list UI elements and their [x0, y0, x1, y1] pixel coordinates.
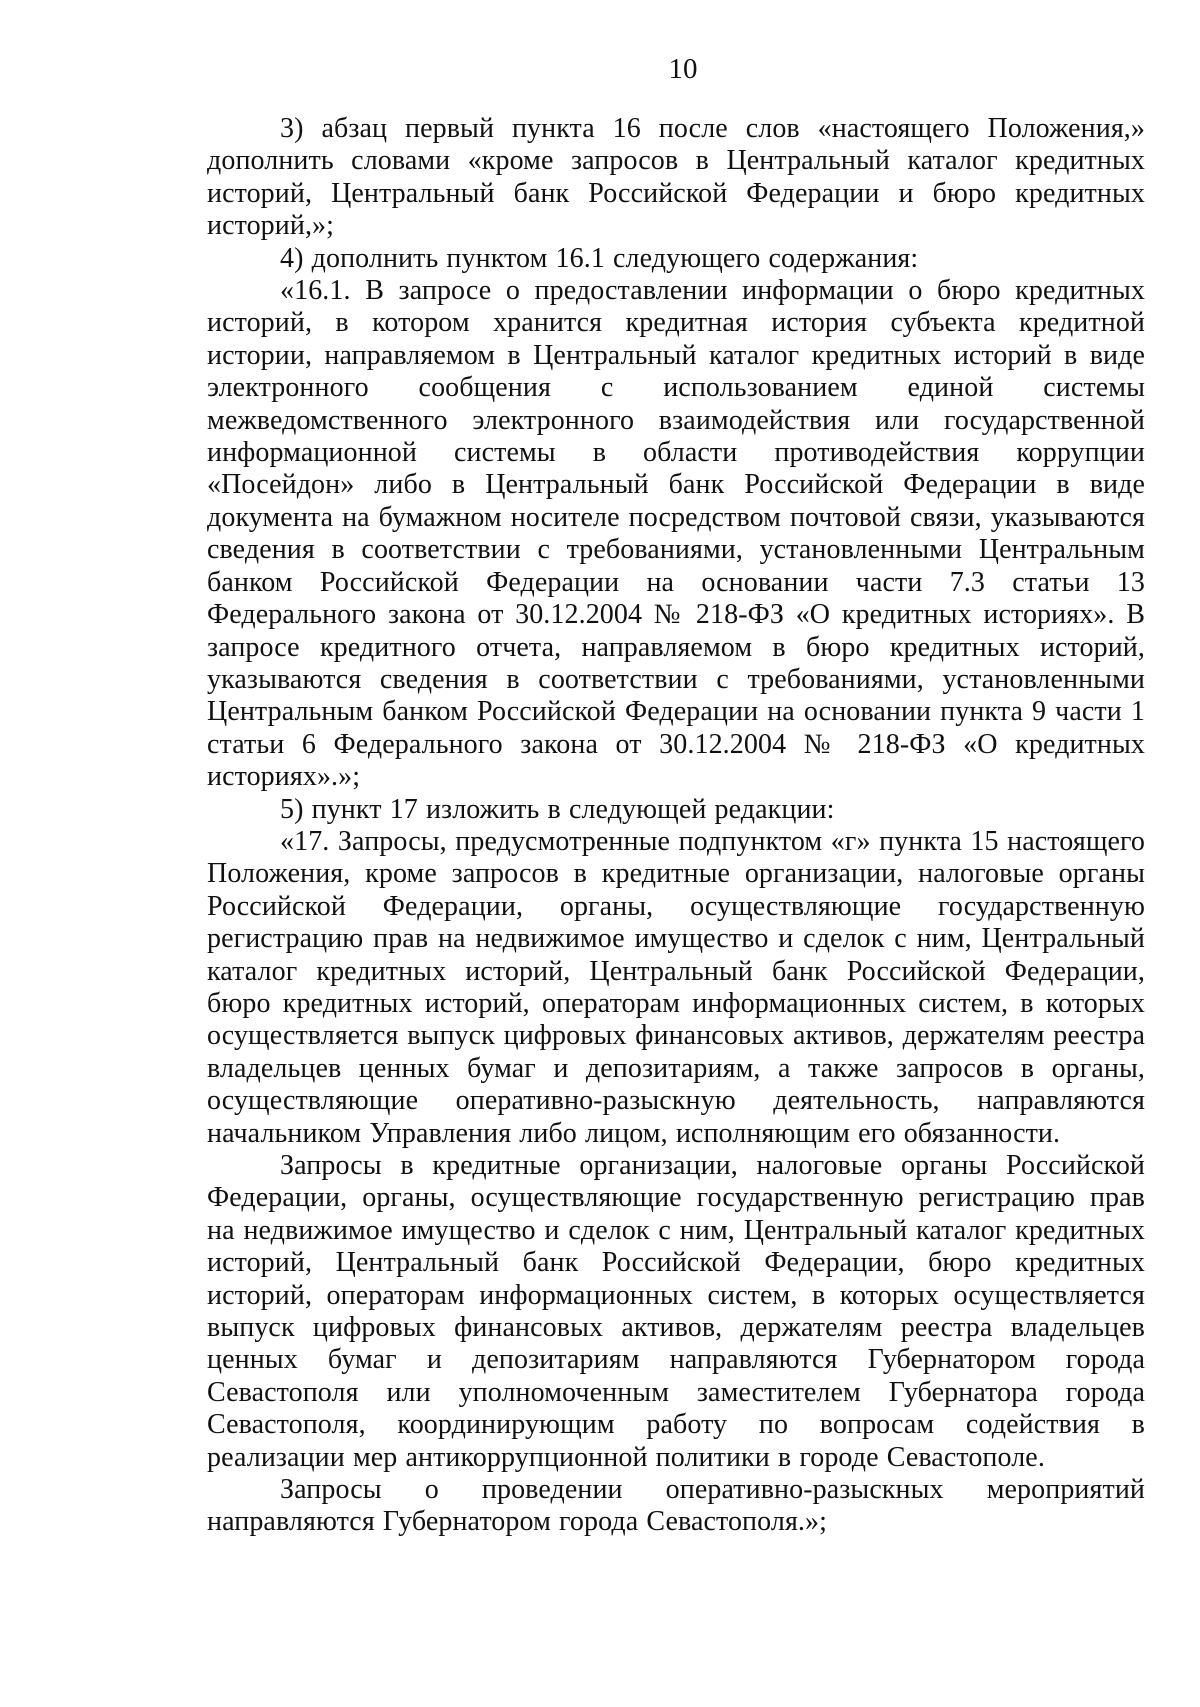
page-number: 10: [668, 53, 698, 85]
document-body: [207, 113, 1145, 1539]
paragraph-item-3: 3) абзац первый пункта 16 после слов «настоящего Положения,» дополнить словами «кроме запросов в Центральный каталог кредитных историй, Центральный банк Российской Федерации и бюро кредитных историй,»;: [207, 113, 1145, 242]
paragraph-item-4: 4) дополнить пунктом 16.1 следующего содержания:: [280, 242, 919, 274]
paragraph-requests-governor: Запросы в кредитные организации, налоговые органы Российской Федерации, органы, осуществляющие государственную регистрацию прав на недвижимое имущество и сделок с ним, Центральный каталог кредитных историй, Центральный банк Российской Федерации, бюро кредитных историй, операторам информационных систем, в которых осуществляется выпуск цифровых финансовых активов, держателям реестра владельцев ценных бумаг и депозитариям направляются Губернатором города Севастополя или уполномоченным заместителем Губернатора города Севастополя, координирующим работу по вопросам содействия в реализации мер антикоррупционной политики в городе Севастополе.: [207, 1150, 1145, 1473]
paragraph-item-5: 5) пункт 17 изложить в следующей редакции:: [280, 793, 835, 825]
paragraph-17-text: «17. Запросы, предусмотренные подпунктом «г» пункта 15 настоящего Положения, кроме запросов в кредитные организации, налоговые органы Российской Федерации, органы, осуществляющие государственную регистрацию прав на недвижимое имущество и сделок с ним, Центральный каталог кредитных историй, Центральный банк Российской Федерации, бюро кредитных историй, операторам информационных систем, в которых осуществляется выпуск цифровых финансовых активов, держателям реестра владельцев ценных бумаг и депозитариям, а также запросов в органы, осуществляющие оперативно-разыскную деятельность, направляются начальником Управления либо лицом, исполняющим его обязанности.: [207, 825, 1145, 1149]
paragraph-requests-ord: Запросы о проведении оперативно-разыскных мероприятий направляются Губернатором города Севастополя.»;: [207, 1474, 1145, 1538]
paragraph-16-1-text: «16.1. В запросе о предоставлении информации о бюро кредитных историй, в котором хранится кредитная история субъекта кредитной истории, направляемом в Центральный каталог кредитных историй в виде электронного сообщения с использованием единой системы межведомственного электронного взаимодействия или государственной информационной системы в области противодействия коррупции «Посейдон» либо в Центральный банк Российской Федерации в виде документа на бумажном носителе посредством почтовой связи, указываются сведения в соответствии с требованиями, установленными Центральным банком Российской Федерации на основании части 7.3 статьи 13 Федерального закона от 30.12.2004 № 218-ФЗ «О кредитных историях». В запросе кредитного отчета, направляемом в бюро кредитных историй, указываются сведения в соответствии с требованиями, установленными Центральным банком Российской Федерации на основании пункта 9 части 1 статьи 6 Федерального закона от 30.12.2004 № 218-ФЗ «О кредитных историях».»;: [207, 275, 1145, 793]
